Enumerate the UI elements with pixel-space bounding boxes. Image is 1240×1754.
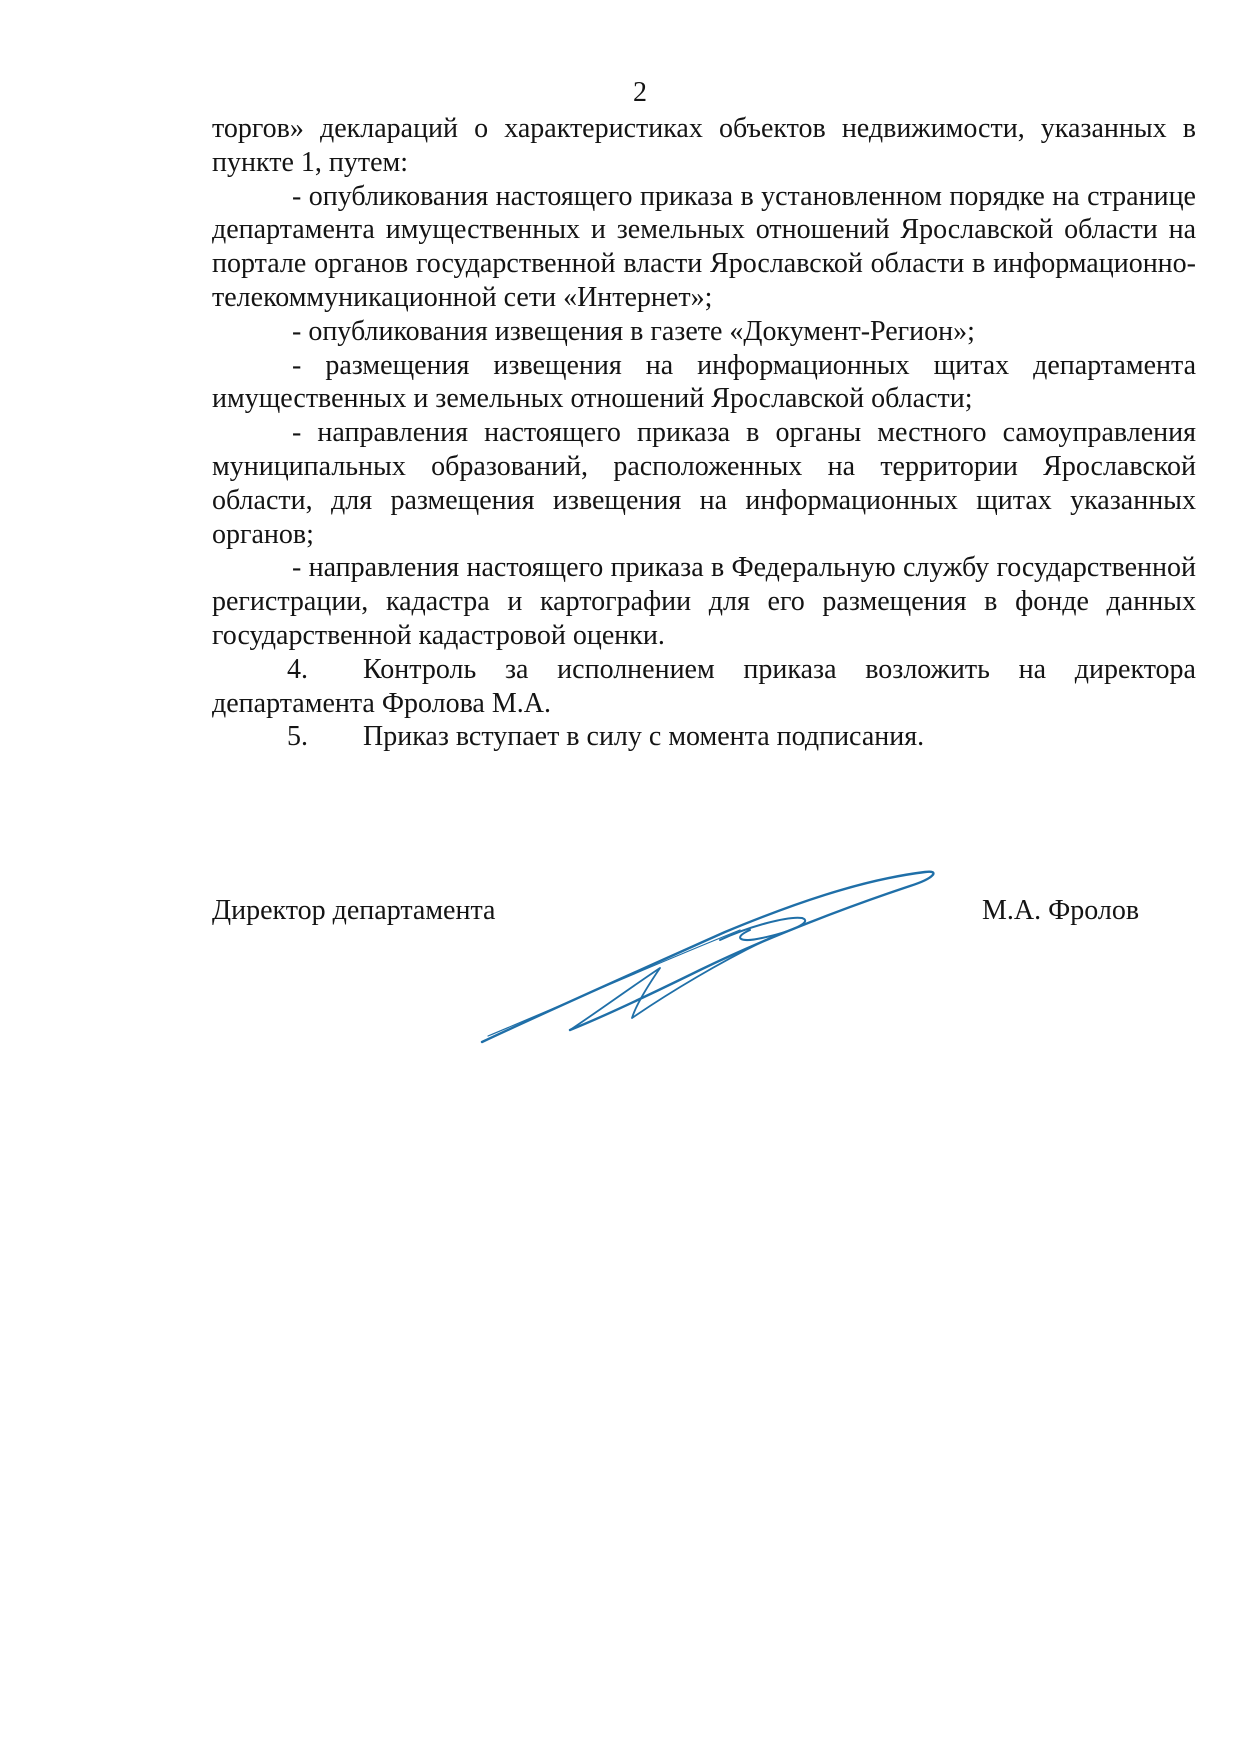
signatory-name: М.А. Фролов (982, 895, 1140, 926)
document-body (212, 112, 1196, 754)
numbered-item-4 (212, 653, 1196, 721)
numbered-item-5 (212, 720, 1196, 754)
paragraph-publish-notice: - опубликования извещения в газете «Документ-Регион»; (292, 315, 975, 347)
item-number: 5. (287, 721, 308, 753)
page-number: 2 (633, 77, 647, 108)
paragraph-continuation: торгов» деклараций о характеристиках объектов недвижимости, указанных в пункте 1, путем: (212, 113, 1196, 178)
item-text: Контроль за исполнением приказа возложить на директора департамента Фролова М.А. (212, 653, 1196, 719)
paragraph-publish-order: - опубликования настоящего приказа в установленном порядке на странице департамента имущественных и земельных отношений Ярославской области на портале органов государственной власти Ярославской области в информационно-телекоммуникационной сети «Интернет»; (212, 180, 1196, 313)
paragraph-notice-boards: - размещения извещения на информационных щитах департамента имущественных и земельных отношений Ярославской области; (212, 349, 1196, 415)
paragraph-federal-service: - направления настоящего приказа в Федеральную службу государственной регистрации, кадастра и картографии для его размещения в фонде данных государственной кадастровой оценки. (212, 552, 1196, 651)
item-text: Приказ вступает в силу с момента подписания. (363, 721, 925, 753)
paragraph-local-authorities: - направления настоящего приказа в органы местного самоуправления муниципальных образований, расположенных на территории Ярославской области, для размещения извещения на информационных щитах указанных органов; (212, 417, 1196, 550)
item-number: 4. (287, 653, 308, 685)
handwritten-signature (470, 860, 940, 1050)
signatory-position: Директор департамента (212, 895, 496, 926)
